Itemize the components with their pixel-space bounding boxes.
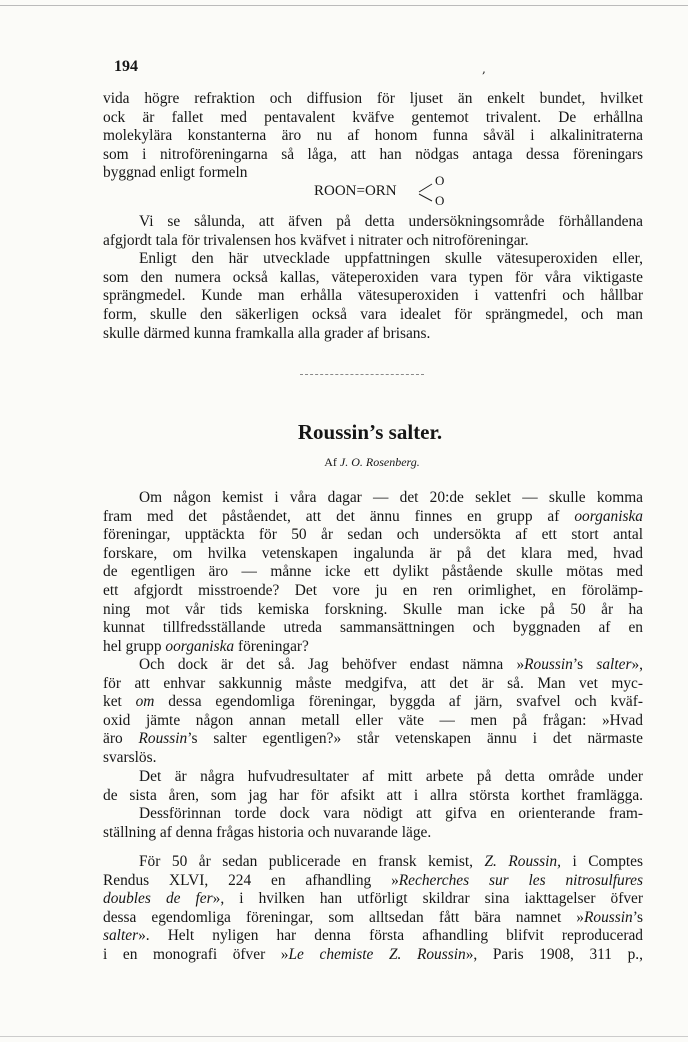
text-line: för att enhvar sakkunnig måste medgifva, att det är så. Man vet myc- — [103, 674, 643, 692]
stray-mark: , — [482, 62, 486, 76]
text-line: sprängmedel. Kunde man erhålla vätesuperoxiden i vattenfri och hållbar — [103, 287, 643, 305]
text-line: oxid jämte någon annan metall eller väte — men på frågan: »Hvad — [103, 711, 643, 729]
scan-bottom-edge — [0, 1036, 688, 1037]
text-line: Enligt den här utvecklade uppfattningen skulle vätesuperoxiden eller, — [139, 250, 643, 268]
text-line: ket om dessa egendomliga föreningar, byggda af järn, svafvel och kväf- — [103, 693, 643, 711]
paragraph-1 — [103, 489, 643, 656]
text-line: Vi se sålunda, att äfven på detta undersökningsområde förhållandena — [139, 213, 643, 230]
text-line: ning mot vår tids kemiska forskning. Skulle man icke på 50 år ha — [103, 600, 643, 618]
paragraph-3 — [103, 768, 643, 842]
text-line: äro Roussin’s salter egentligen?» står vetenskapen ännu i det närmaste — [103, 730, 644, 748]
emphasis: salter — [596, 656, 632, 673]
text-line: byggnad enligt formeln — [103, 164, 248, 182]
text-line: form, skulle den säkerligen också vara idealet för sprängmedel, och man — [103, 305, 643, 323]
formula-main: ROON=ORN — [314, 183, 397, 199]
scan-top-edge — [0, 5, 688, 6]
emphasis: doubles de fer — [103, 890, 213, 908]
emphasis: Z. Roussin, — [484, 853, 561, 870]
emphasis: om — [135, 693, 155, 711]
byline-prefix: Af — [324, 455, 337, 469]
text-line: skulle därmed kunna framkalla alla grader af brisans. — [103, 324, 431, 342]
text-line: de sista åren, som jag har för afsikt att i allra största korthet framlägga. — [103, 786, 643, 804]
text-line: föreningar, upptäckta för 50 år sedan och undersökta af ett stort antal — [103, 526, 643, 544]
emphasis: Le chemiste Z. Roussin — [288, 945, 466, 963]
text-line: Det är några hufvudresultater af mitt arbete på detta område under — [139, 768, 643, 785]
text-line: dessa egendomliga föreningar, som alltsedan fått bära namnet »Roussin’s — [103, 908, 643, 926]
text-line: hel grupp oorganiska föreningar? — [103, 637, 309, 655]
article-title: Roussin’s salter. — [297, 420, 443, 444]
text-line: Dessförinnan torde dock vara nödigt att gifva en orienterande fram- — [139, 805, 643, 823]
text-line: Och dock är det så. Jag behöfver endast nämna »Roussin’s salter», — [139, 656, 643, 673]
paragraph-2 — [103, 656, 643, 768]
formula-oxygen-top: O — [435, 173, 445, 188]
text-line: ställning af denna frågas historia och nuvarande läge. — [103, 823, 432, 841]
chemical-formula — [314, 173, 445, 208]
text-line: doubles de fer», i hvilken han utförligt skildrar sina iakttagelser öfver — [103, 890, 644, 908]
text-line: ett afgjordt misstroende? Det vore ju en ren orimlighet, en förolämp- — [103, 581, 643, 599]
paragraph-4 — [103, 853, 643, 965]
formula-oxygen-bottom: O — [435, 193, 445, 208]
text-line: i en monografi öfver »Le chemiste Z. Roussin», Paris 1908, 311 p., — [103, 945, 643, 963]
text-line: fram med det påståendet, att det ännu finnes en grupp af oorganiska — [103, 507, 643, 525]
text-line: molekylära konstanterna äro nu af honom funna såväl i alkalinitraterna — [103, 127, 643, 145]
emphasis: salter — [103, 927, 139, 945]
text-line: För 50 år sedan publicerade en fransk kemist, Z. Roussin, i Comptes — [139, 853, 643, 870]
emphasis: oorganiska — [574, 507, 643, 525]
top-paragraph — [103, 90, 643, 183]
emphasis: oorganiska — [165, 637, 235, 655]
text-line: kunnat tillfredsställande utreda sammansättningen och byggnaden af en — [103, 619, 643, 637]
emphasis: Recherches sur les nitrosulfures — [398, 871, 643, 889]
emphasis: Roussin — [138, 730, 188, 748]
text-line: de egentligen äro — månne icke ett dylikt påstående skulle mötas med — [103, 563, 643, 581]
byline-author: J. O. Rosenberg. — [339, 455, 420, 469]
text-line: Om någon kemist i våra dagar — det 20:de seklet — skulle komma — [139, 489, 643, 506]
text-line: vida högre refraktion och diffusion för ljuset än enkelt bundet, hvilket — [103, 90, 643, 107]
emphasis: Roussin — [583, 908, 633, 926]
text-line: Rendus XLVI, 224 en afhandling »Recherches sur les nitrosulfures — [103, 871, 643, 889]
text-line: forskare, om hvilka vetenskapen ingalunda är på det klara med, hvad — [103, 544, 643, 562]
conclusion-paragraphs — [103, 213, 643, 343]
formula-bond-lines — [418, 181, 434, 203]
text-line: afgjordt tala för trivalensen hos kväfvet i nitrater och nitroföreningar. — [103, 231, 529, 249]
section-divider — [300, 374, 424, 375]
article-byline — [0, 455, 688, 470]
text-line: salter». Helt nyligen har denna första afhandling blifvit reproducerad — [103, 927, 643, 945]
page-number: 194 — [114, 58, 138, 75]
text-line: som den numera också kallas, väteperoxiden vara typen för våra viktigaste — [103, 268, 643, 286]
text-line: svarslös. — [103, 748, 157, 766]
text-line: ock är fallet med pentavalent kväfve gentemot trivalent. De erhållna — [103, 108, 643, 126]
text-line: som i nitroföreningarna så låga, att han nödgas antaga dessa föreningars — [103, 145, 643, 163]
emphasis: Roussin — [524, 656, 573, 673]
